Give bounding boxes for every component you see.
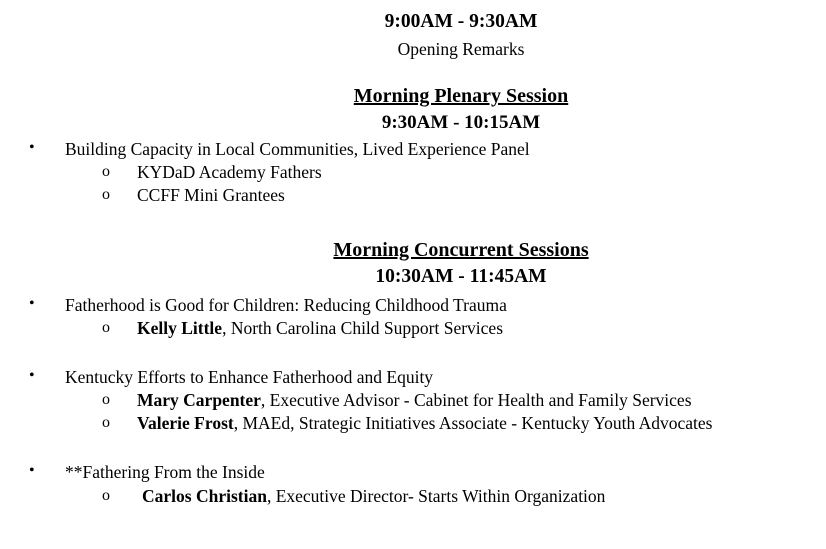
speaker-detail: , North Carolina Child Support Services (222, 318, 504, 338)
concurrent-item-bullet: • (29, 462, 35, 479)
concurrent-subitem (137, 390, 692, 411)
speaker-detail: , MAEd, Strategic Initiatives Associate - Kentucky Youth Advocates (233, 413, 713, 433)
plenary-subitem-marker: o (102, 186, 110, 203)
concurrent-item-bullet: • (29, 367, 35, 384)
speaker-name: Valerie Frost (137, 413, 234, 433)
concurrent-item-text: **Fathering From the Inside (65, 462, 265, 482)
plenary-subitem-text: CCFF Mini Grantees (137, 185, 285, 205)
concurrent-subitem (142, 486, 605, 507)
speaker-detail: , Executive Director- Starts Within Organization (266, 486, 606, 506)
opening-time: 9:00AM - 9:30AM (384, 11, 538, 32)
plenary-item-text: Building Capacity in Local Communities, Lived Experience Panel (65, 139, 530, 159)
opening-title: Opening Remarks (397, 39, 525, 59)
concurrent-item-bullet: • (29, 295, 35, 312)
concurrent-subitem (137, 413, 712, 434)
speaker-name: Carlos Christian (142, 486, 267, 506)
plenary-item-bullet: • (29, 139, 35, 156)
concurrent-item-text: Fatherhood is Good for Children: Reducing Childhood Trauma (65, 295, 507, 315)
concurrent-subitem (137, 318, 503, 339)
concurrent-subitem-marker: o (102, 319, 110, 336)
concurrent-subitem-marker: o (102, 414, 110, 431)
concurrent-subitem-marker: o (102, 391, 110, 408)
speaker-name: Kelly Little (137, 318, 223, 338)
concurrent-heading: Morning Concurrent Sessions (333, 239, 589, 261)
concurrent-subitem-marker: o (102, 487, 110, 504)
plenary-subitem-marker: o (102, 163, 110, 180)
speaker-detail: , Executive Advisor - Cabinet for Health and Family Services (260, 390, 692, 410)
plenary-time: 9:30AM - 10:15AM (381, 112, 541, 133)
plenary-heading: Morning Plenary Session (353, 85, 569, 107)
speaker-name: Mary Carpenter (137, 390, 261, 410)
plenary-subitem-text: KYDaD Academy Fathers (137, 162, 322, 182)
concurrent-item-text: Kentucky Efforts to Enhance Fatherhood and Equity (65, 367, 434, 387)
concurrent-time: 10:30AM - 11:45AM (375, 266, 547, 287)
